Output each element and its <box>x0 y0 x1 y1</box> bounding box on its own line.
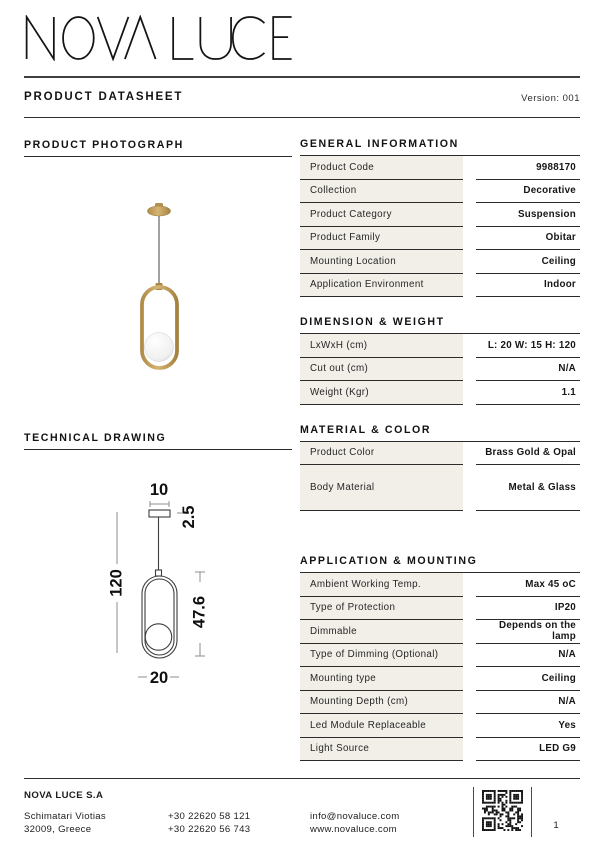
spec-value: N/A <box>476 691 580 715</box>
spec-gap <box>463 180 476 204</box>
spec-label: Mounting Location <box>300 250 463 274</box>
spec-label: Product Category <box>300 203 463 227</box>
spec-label: Mounting type <box>300 667 463 691</box>
document-title: PRODUCT DATASHEET <box>24 91 184 103</box>
spec-value: Indoor <box>476 274 580 298</box>
spec-row <box>300 381 580 405</box>
spec-row <box>300 597 580 621</box>
spec-gap <box>463 358 476 382</box>
spec-label: Type of Protection <box>300 597 463 621</box>
spec-label: Dimmable <box>300 620 463 644</box>
section-application-mounting <box>300 555 580 761</box>
address-line1: Schimatari Viotias <box>24 811 107 822</box>
brand-logo-lettering <box>24 15 296 61</box>
pendant-lamp <box>142 203 177 368</box>
spec-value: Suspension <box>476 203 580 227</box>
section-title: MATERIAL & COLOR <box>300 424 580 442</box>
spec-gap <box>463 334 476 358</box>
spec-gap <box>463 597 476 621</box>
spec-label: Type of Dimming (Optional) <box>300 644 463 668</box>
section-title: APPLICATION & MOUNTING <box>300 555 580 573</box>
spec-label: Product Family <box>300 227 463 251</box>
spec-value: Metal & Glass <box>476 465 580 511</box>
technical-drawing <box>24 455 292 700</box>
spec-gap <box>463 691 476 715</box>
spec-row <box>300 358 580 382</box>
spec-value: Yes <box>476 714 580 738</box>
spec-label: LxWxH (cm) <box>300 334 463 358</box>
section-material-color <box>300 424 580 512</box>
qr-code-block <box>473 787 532 837</box>
product-photo <box>24 170 292 420</box>
spec-row <box>300 274 580 298</box>
spec-gap <box>463 227 476 251</box>
page-number: 1 <box>553 820 559 831</box>
spec-label: Product Color <box>300 442 463 466</box>
spec-label: Product Code <box>300 156 463 180</box>
spec-value: Depends on the lamp <box>476 620 580 644</box>
spec-label: Mounting Depth (cm) <box>300 691 463 715</box>
spec-gap <box>463 644 476 668</box>
spec-label: Ambient Working Temp. <box>300 573 463 597</box>
spec-row <box>300 250 580 274</box>
spec-value: LED G9 <box>476 738 580 762</box>
spec-row <box>300 714 580 738</box>
spec-value: N/A <box>476 358 580 382</box>
spec-gap <box>463 381 476 405</box>
spec-label: Light Source <box>300 738 463 762</box>
company-contacts <box>310 810 400 836</box>
dim-ring-width: 20 <box>149 669 169 687</box>
spec-gap <box>463 203 476 227</box>
spec-value: Decorative <box>476 180 580 204</box>
spec-value: Ceiling <box>476 667 580 691</box>
spec-label: Collection <box>300 180 463 204</box>
address-line2: 32009, Greece <box>24 824 92 835</box>
website-url: www.novaluce.com <box>310 824 397 835</box>
spec-row <box>300 644 580 668</box>
spec-row <box>300 573 580 597</box>
spec-value: 1.1 <box>476 381 580 405</box>
section-general-information <box>300 138 580 297</box>
spec-value: Ceiling <box>476 250 580 274</box>
header-divider-thin <box>24 117 580 118</box>
drawing-section-title: TECHNICAL DRAWING <box>24 432 292 450</box>
phone-number-1: +30 22620 58 121 <box>168 811 251 822</box>
spec-value: Brass Gold & Opal <box>476 442 580 466</box>
spec-value: 9988170 <box>476 156 580 180</box>
photograph-section-title: PRODUCT PHOTOGRAPH <box>24 139 292 157</box>
spec-gap <box>463 442 476 466</box>
spec-value: Obitar <box>476 227 580 251</box>
spec-row <box>300 738 580 762</box>
spec-row <box>300 667 580 691</box>
spec-gap <box>463 620 476 644</box>
spec-label: Cut out (cm) <box>300 358 463 382</box>
spec-row <box>300 691 580 715</box>
spec-row <box>300 620 580 644</box>
section-title: DIMENSION & WEIGHT <box>300 316 580 334</box>
company-address <box>24 810 106 836</box>
spec-gap <box>463 274 476 298</box>
spec-row <box>300 180 580 204</box>
spec-label: Application Environment <box>300 274 463 298</box>
qr-code <box>482 790 523 831</box>
spec-row <box>300 227 580 251</box>
phone-number-2: +30 22620 56 743 <box>168 824 251 835</box>
dim-total-height: 120 <box>107 569 126 597</box>
header-divider <box>24 76 580 78</box>
spec-row <box>300 334 580 358</box>
spec-row <box>300 203 580 227</box>
company-name: NOVA LUCE S.A <box>24 790 104 801</box>
spec-gap <box>463 250 476 274</box>
spec-row <box>300 156 580 180</box>
brand-logo <box>24 15 296 66</box>
spec-gap <box>463 714 476 738</box>
dim-canopy-height: 2.5 <box>180 505 198 529</box>
lamp-outline <box>142 510 177 658</box>
spec-value: Max 45 oC <box>476 573 580 597</box>
spec-value: N/A <box>476 644 580 668</box>
spec-row <box>300 442 580 466</box>
footer-divider <box>24 778 580 779</box>
spec-label: Led Module Replaceable <box>300 714 463 738</box>
spec-gap <box>463 156 476 180</box>
spec-row <box>300 465 580 511</box>
spec-label: Weight (Kgr) <box>300 381 463 405</box>
email-address: info@novaluce.com <box>310 811 400 822</box>
spec-gap <box>463 573 476 597</box>
version-label: Version: 001 <box>521 93 580 104</box>
dim-canopy-width: 10 <box>149 481 169 499</box>
spec-gap <box>463 465 476 511</box>
section-dimension-weight <box>300 316 580 405</box>
spec-gap <box>463 738 476 762</box>
spec-gap <box>463 667 476 691</box>
section-title: GENERAL INFORMATION <box>300 138 580 156</box>
dim-ring-height: 47.6 <box>190 595 209 629</box>
spec-tables <box>300 138 580 761</box>
company-phones <box>168 810 250 836</box>
spec-value: L: 20 W: 15 H: 120 <box>476 334 580 358</box>
spec-value: IP20 <box>476 597 580 621</box>
spec-label: Body Material <box>300 465 463 511</box>
